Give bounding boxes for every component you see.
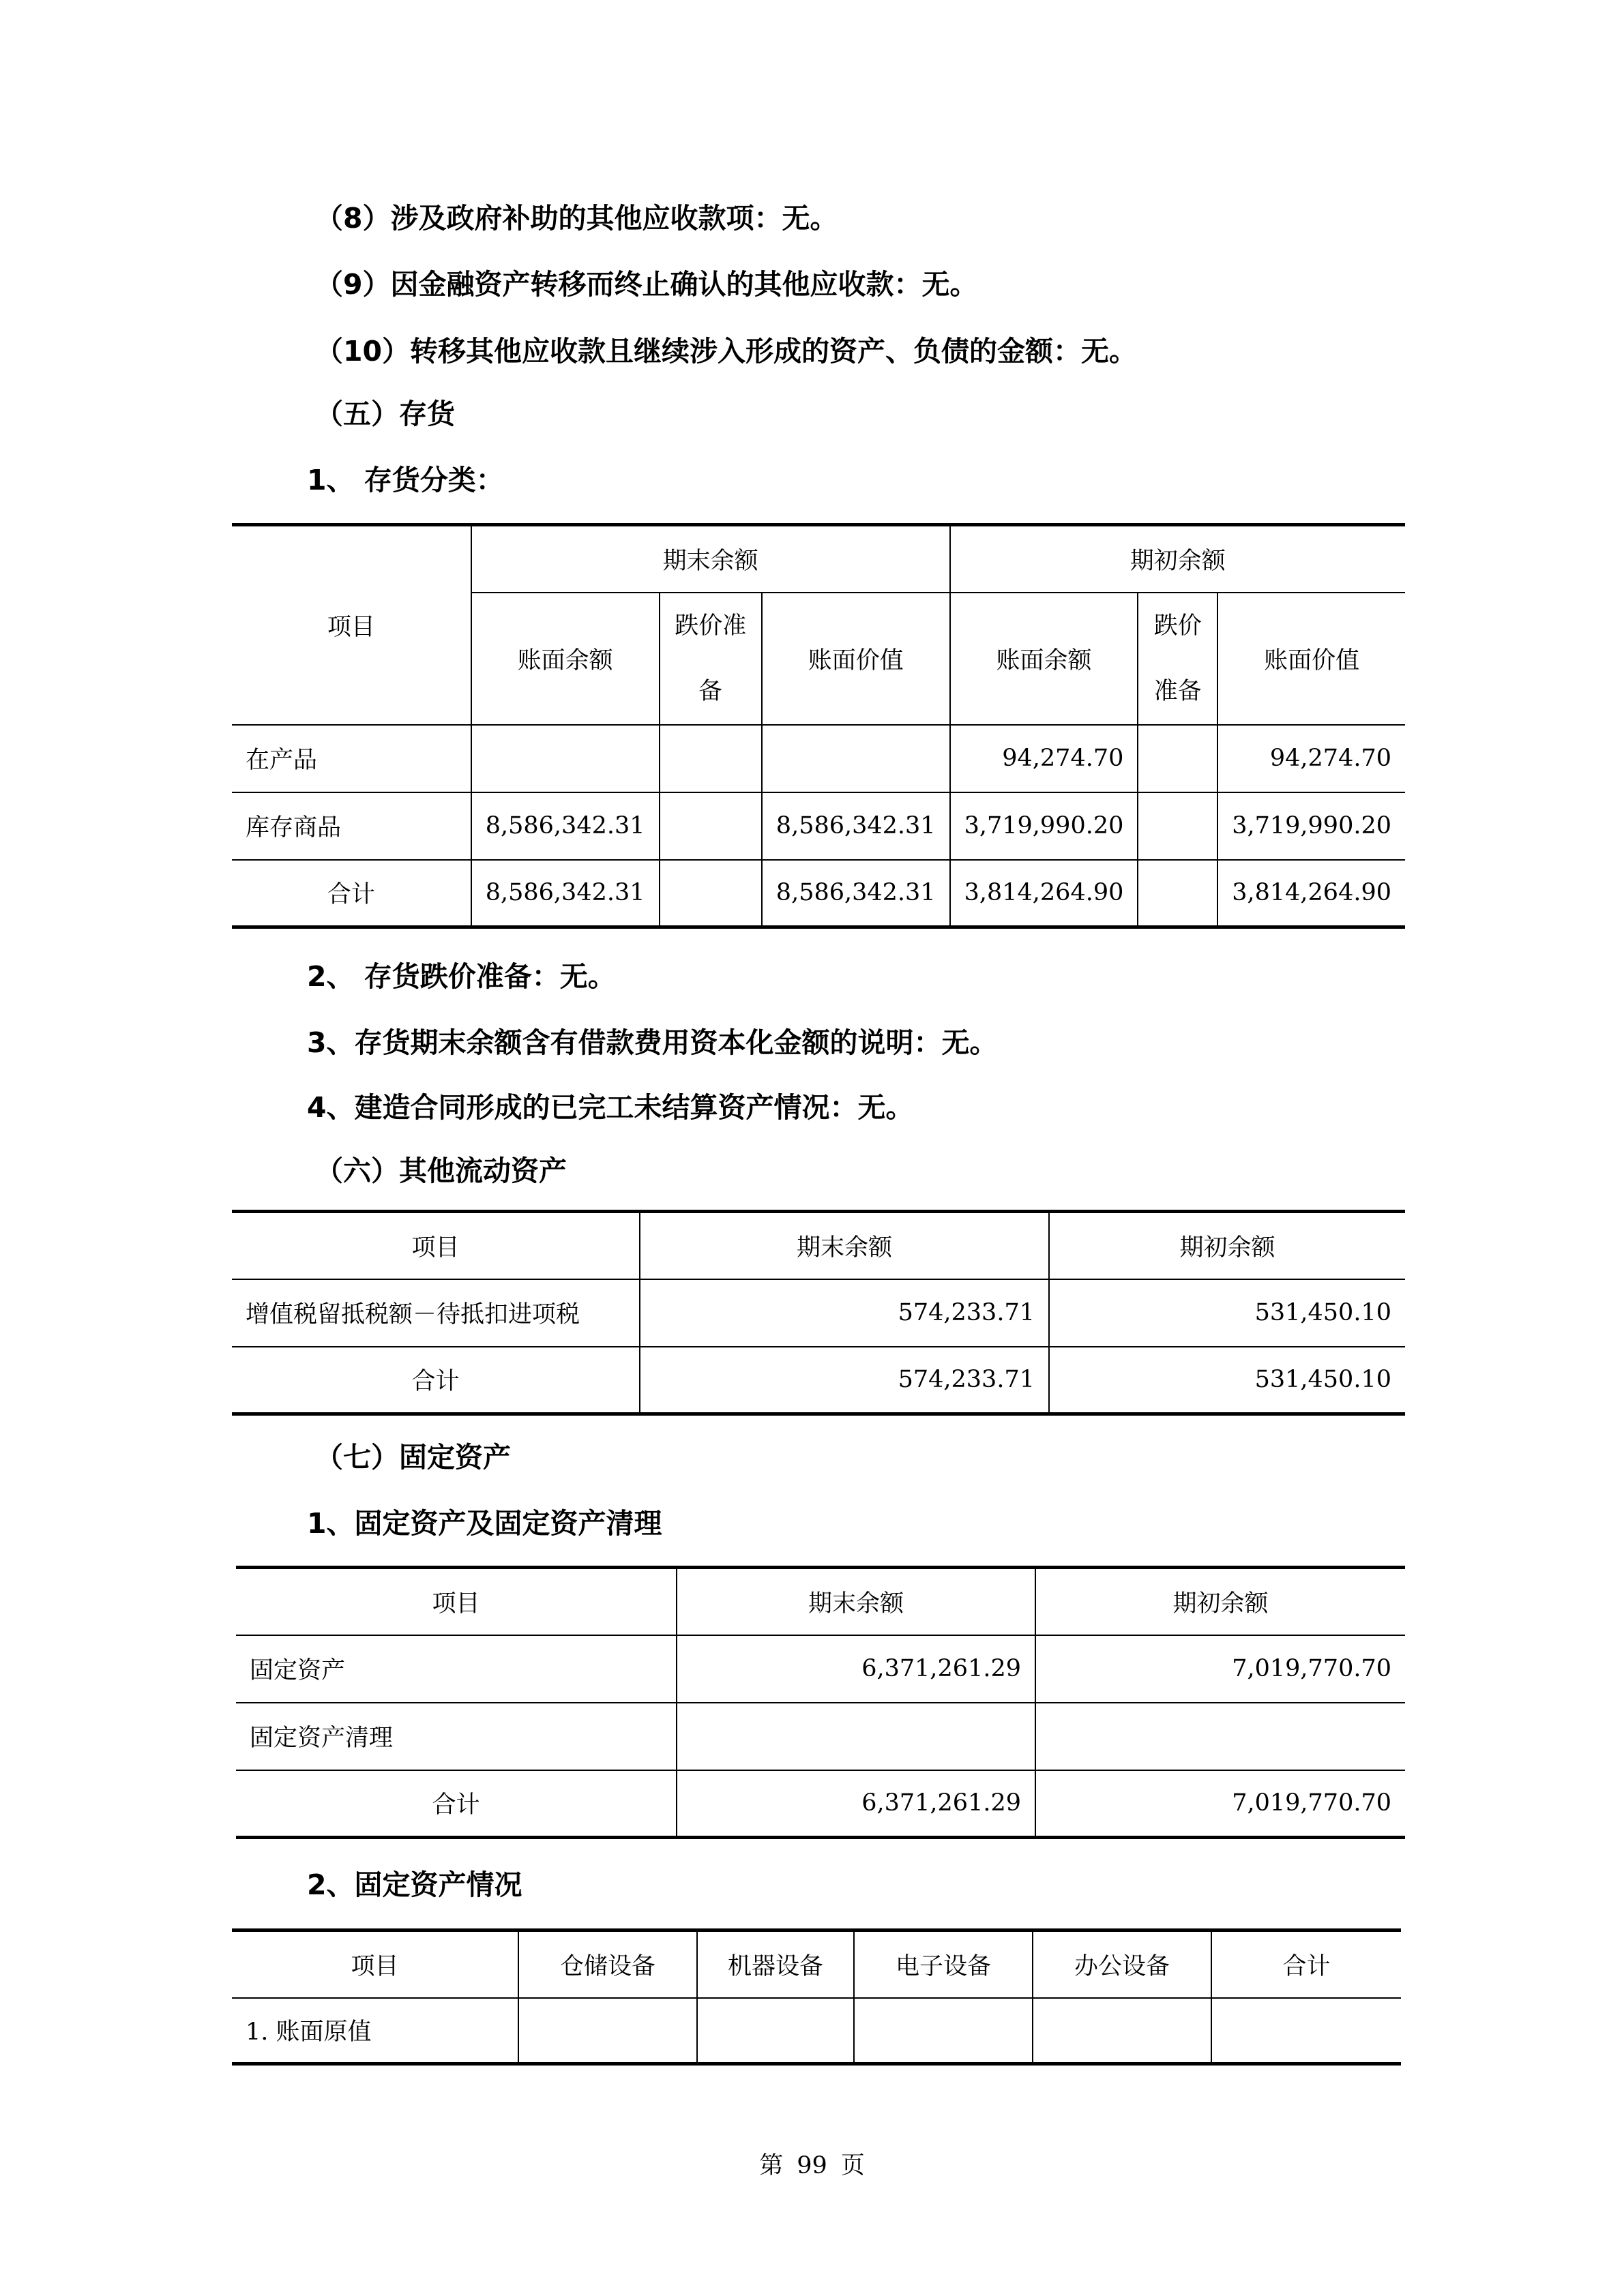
cell-end-balance: 8,586,342.31	[471, 792, 660, 860]
row-label: 库存商品	[232, 792, 471, 860]
header-item: 项目	[232, 525, 471, 725]
header-office-equipment: 办公设备	[1033, 1930, 1211, 1998]
other-current-assets-table	[232, 1210, 1405, 1416]
note-8-line: （8）涉及政府补助的其他应收款项：无。	[315, 202, 838, 235]
header-storage-equipment: 仓储设备	[518, 1930, 697, 1998]
header-begin-book-value: 账面价值	[1217, 593, 1405, 725]
inventory-classification-heading: 1、 存货分类：	[307, 464, 504, 496]
cell-begin-value: 3,719,990.20	[1217, 792, 1405, 860]
table-row-total	[232, 860, 1405, 927]
table-row-total	[236, 1770, 1405, 1838]
header-item: 项目	[232, 1212, 640, 1279]
section-fixed-assets-heading: （七）固定资产	[315, 1441, 511, 1474]
cell-end-impairment	[660, 792, 762, 860]
cell-begin-value: 94,274.70	[1217, 725, 1405, 792]
inventory-borrowing-cost-line: 3、存货期末余额含有借款费用资本化金额的说明：无。	[307, 1026, 998, 1059]
cell-begin-impairment	[1138, 792, 1217, 860]
cell-storage-equipment	[518, 1998, 697, 2064]
fixed-assets-subheading-2: 2、固定资产情况	[307, 1868, 522, 1901]
cell-begin-balance	[1035, 1703, 1405, 1770]
header-item: 项目	[232, 1930, 518, 1998]
row-label: 合计	[232, 860, 471, 927]
section-inventory-heading: （五）存货	[315, 398, 455, 430]
cell-begin-balance: 3,719,990.20	[950, 792, 1138, 860]
header-total: 合计	[1211, 1930, 1401, 1998]
row-label: 合计	[236, 1770, 677, 1838]
header-electronic-equipment: 电子设备	[854, 1930, 1033, 1998]
header-end-balance: 期末余额	[677, 1568, 1035, 1635]
row-label: 在产品	[232, 725, 471, 792]
cell-end-balance: 6,371,261.29	[677, 1635, 1035, 1703]
cell-begin-impairment	[1138, 860, 1217, 927]
cell-begin-balance: 94,274.70	[950, 725, 1138, 792]
row-label: 1. 账面原值	[232, 1998, 518, 2064]
page-number: 99	[797, 2152, 827, 2179]
cell-begin-value: 3,814,264.90	[1217, 860, 1405, 927]
fixed-assets-detail-table	[232, 1928, 1401, 2066]
header-end-book-balance: 账面余额	[471, 593, 660, 725]
inventory-impairment-line: 2、 存货跌价准备：无。	[307, 960, 616, 993]
header-end-impairment: 跌价准 备	[660, 593, 762, 725]
table-row	[236, 1635, 1405, 1703]
cell-end-balance: 6,371,261.29	[677, 1770, 1035, 1838]
cell-begin-balance: 531,450.10	[1049, 1279, 1405, 1347]
fixed-assets-subheading-1: 1、固定资产及固定资产清理	[307, 1507, 662, 1540]
table-row	[232, 1998, 1401, 2064]
cell-end-value: 8,586,342.31	[762, 792, 950, 860]
table-row	[232, 1279, 1405, 1347]
inventory-table	[232, 523, 1405, 929]
header-begin-balance-group: 期初余额	[950, 525, 1405, 593]
cell-end-impairment	[660, 725, 762, 792]
header-item: 项目	[236, 1568, 677, 1635]
header-end-book-value: 账面价值	[762, 593, 950, 725]
row-label: 增值税留抵税额－待抵扣进项税	[232, 1279, 640, 1347]
page-prefix: 第	[759, 2152, 784, 2179]
cell-begin-balance: 3,814,264.90	[950, 860, 1138, 927]
note-10-line: （10）转移其他应收款且继续涉入形成的资产、负债的金额：无。	[315, 335, 1138, 368]
table-row	[232, 725, 1405, 792]
cell-end-balance: 574,233.71	[640, 1347, 1049, 1414]
cell-begin-impairment	[1138, 725, 1217, 792]
cell-end-value	[762, 725, 950, 792]
cell-total	[1211, 1998, 1401, 2064]
cell-begin-balance: 7,019,770.70	[1035, 1770, 1405, 1838]
page-suffix: 页	[840, 2152, 865, 2179]
row-label: 固定资产	[236, 1635, 677, 1703]
table-row	[232, 792, 1405, 860]
cell-office-equipment	[1033, 1998, 1211, 2064]
note-9-line: （9）因金融资产转移而终止确认的其他应收款：无。	[315, 268, 978, 301]
header-begin-balance: 期初余额	[1035, 1568, 1405, 1635]
row-label: 合计	[232, 1347, 640, 1414]
header-begin-balance: 期初余额	[1049, 1212, 1405, 1279]
header-end-balance-group: 期末余额	[471, 525, 950, 593]
header-machinery: 机器设备	[697, 1930, 854, 1998]
cell-begin-balance: 531,450.10	[1049, 1347, 1405, 1414]
table-row	[236, 1703, 1405, 1770]
cell-end-balance	[471, 725, 660, 792]
header-end-balance: 期末余额	[640, 1212, 1049, 1279]
cell-end-balance: 574,233.71	[640, 1279, 1049, 1347]
cell-end-value: 8,586,342.31	[762, 860, 950, 927]
cell-electronic-equipment	[854, 1998, 1033, 2064]
construction-contract-line: 4、建造合同形成的已完工未结算资产情况：无。	[307, 1091, 914, 1124]
cell-end-impairment	[660, 860, 762, 927]
header-begin-book-balance: 账面余额	[950, 593, 1138, 725]
cell-end-balance: 8,586,342.31	[471, 860, 660, 927]
fixed-assets-table	[236, 1566, 1405, 1839]
section-other-current-assets-heading: （六）其他流动资产	[315, 1154, 567, 1187]
table-row-total	[232, 1347, 1405, 1414]
cell-end-balance	[677, 1703, 1035, 1770]
cell-machinery	[697, 1998, 854, 2064]
page-footer	[0, 2147, 1624, 2181]
row-label: 固定资产清理	[236, 1703, 677, 1770]
cell-begin-balance: 7,019,770.70	[1035, 1635, 1405, 1703]
header-begin-impairment: 跌价 准备	[1138, 593, 1217, 725]
